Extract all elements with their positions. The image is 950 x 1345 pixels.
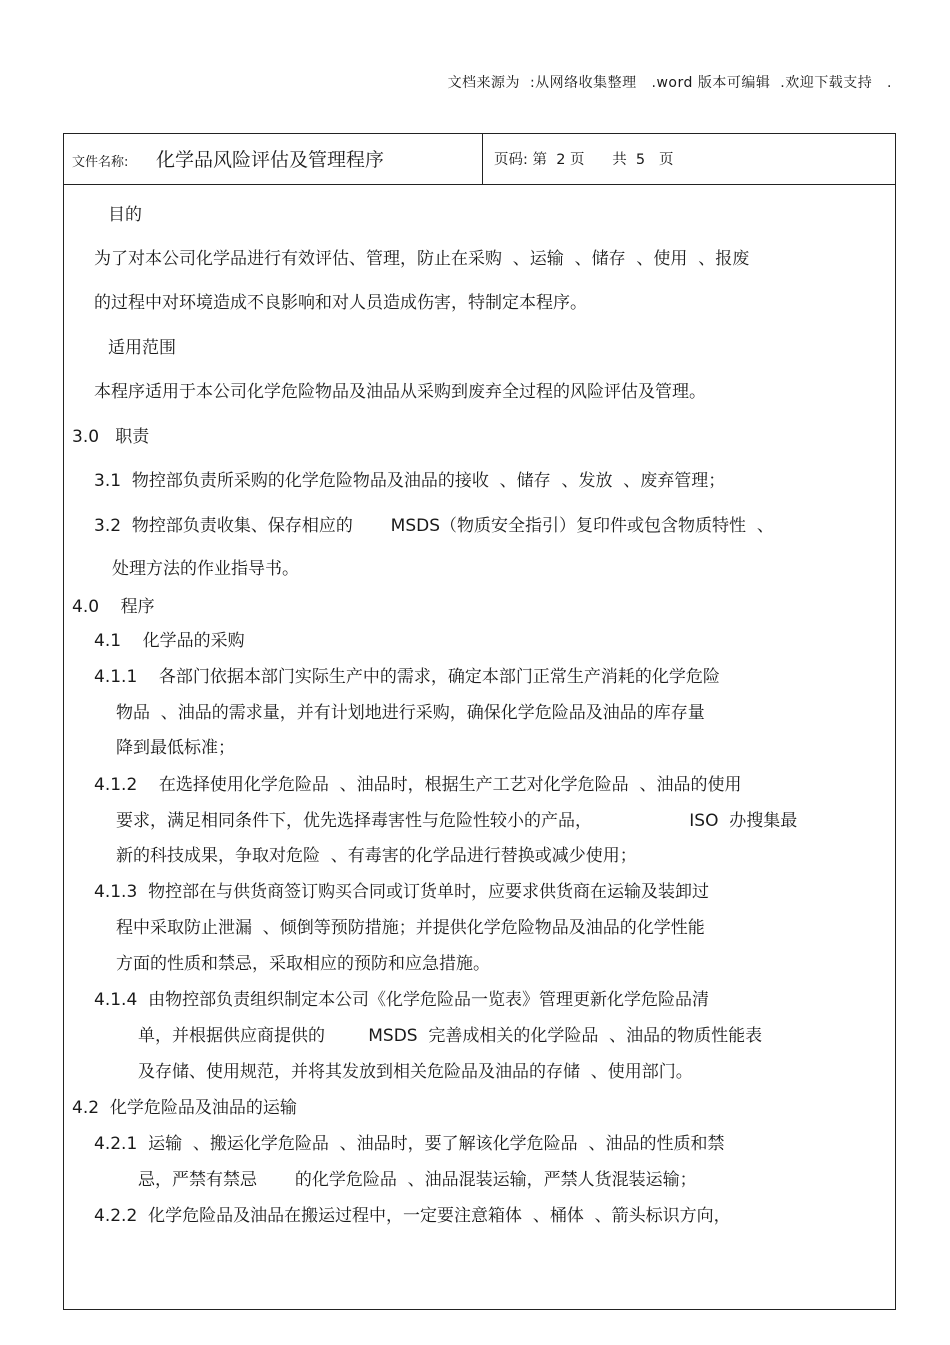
clause-continuation: 物品 、油品的需求量，并有计划地进行采购，确保化学危险品及油品的库存量	[116, 703, 705, 723]
subsection-heading: 4.2 化学危险品及油品的运输	[72, 1098, 297, 1118]
section-heading: 4.0 程序	[72, 597, 155, 617]
file-name-cell	[64, 134, 483, 184]
clause-continuation: 忌，严禁有禁忌 的化学危险品 、油品混装运输，严禁人货混装运输；	[138, 1170, 697, 1190]
source-note: 文档来源为 :从网络收集整理 .word 版本可编辑 .欢迎下载支持 .	[447, 75, 892, 91]
section-heading: 3.0 职责	[72, 427, 150, 447]
clause-continuation: 方面的性质和禁忌，采取相应的预防和应急措施。	[116, 954, 490, 974]
clause-line: 4.1.4 由物控部负责组织制定本公司《化学危险品一览表》管理更新化学危险品清	[94, 990, 710, 1010]
clause-line: 3.1 物控部负责所采购的化学危险物品及油品的接收 、储存 、发放 、废弃管理；	[94, 471, 726, 491]
clause-continuation: 新的科技成果，争取对危险 、有毒害的化学品进行替换或减少使用；	[116, 846, 637, 866]
clause-continuation: 降到最低标准；	[116, 738, 235, 758]
clause-line: 4.1.2 在选择使用化学危险品 、油品时，根据生产工艺对化学危险品 、油品的使用	[94, 775, 742, 795]
clause-line: 3.2 物控部负责收集、保存相应的 MSDS（物质安全指引）复印件或包含物质特性 、	[94, 516, 774, 536]
page-info-cell	[482, 134, 895, 184]
file-name-label: 文件名称:	[72, 155, 129, 170]
section-scope-heading: 适用范围	[108, 338, 176, 358]
body-text-line: 本程序适用于本公司化学危险物品及油品从采购到废弃全过程的风险评估及管理。	[94, 382, 706, 402]
clause-continuation: 单，并根据供应商提供的 MSDS 完善成相关的化学险品 、油品的物质性能表	[138, 1026, 763, 1046]
page-info: 页码: 第 2 页 共 5 页	[494, 152, 674, 168]
clause-line: 4.1.1 各部门依据本部门实际生产中的需求，确定本部门正常生产消耗的化学危险	[94, 667, 720, 687]
clause-continuation: 要求，满足相同条件下，优先选择毒害性与危险性较小的产品， ISO 办搜集最	[116, 811, 798, 831]
subsection-heading: 4.1 化学品的采购	[94, 631, 245, 651]
clause-continuation: 及存储、使用规范，并将其发放到相关危险品及油品的存储 、使用部门。	[138, 1062, 693, 1082]
clause-line: 4.2.1 运输 、搬运化学危险品 、油品时，要了解该化学危险品 、油品的性质和禁	[94, 1134, 725, 1154]
clause-continuation: 处理方法的作业指导书。	[112, 559, 299, 579]
file-name-value: 化学品风险评估及管理程序	[156, 149, 385, 171]
section-purpose-heading: 目的	[108, 205, 142, 225]
body-text-line: 的过程中对环境造成不良影响和对人员造成伤害，特制定本程序。	[94, 293, 587, 313]
clause-line: 4.2.2 化学危险品及油品在搬运过程中，一定要注意箱体 、桶体 、箭头标识方向，	[94, 1206, 731, 1226]
clause-continuation: 程中采取防止泄漏 、倾倒等预防措施；并提供化学危险物品及油品的化学性能	[116, 918, 705, 938]
clause-line: 4.1.3 物控部在与供货商签订购买合同或订货单时，应要求供货商在运输及装卸过	[94, 882, 710, 902]
title-row	[64, 134, 895, 185]
document-frame	[63, 133, 896, 1310]
body-text-line: 为了对本公司化学品进行有效评估、管理，防止在采购 、运输 、储存 、使用 、报废	[94, 249, 750, 269]
